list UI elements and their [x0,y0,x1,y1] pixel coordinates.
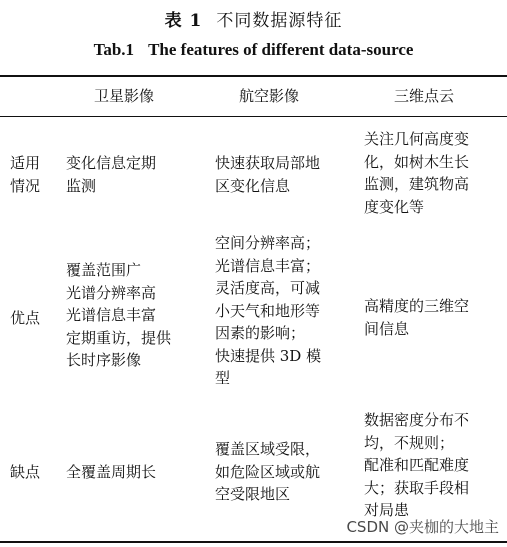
watermark: CSDN @夹枷的大地主 [346,518,499,536]
row-label-advantages: 优点 [10,309,41,327]
cell-applicable-aerial: 快速获取局部地 区变化信息 [215,154,321,195]
table-name-cn: 不同数据源特征 [216,11,343,31]
column-header-aerial: 航空影像 [239,87,300,105]
cell-advantages-satellite: 覆盖范围广 光谱分辨率高 光谱信息丰富 定期重访，提供 长时序影像 [66,261,172,369]
row-label-applicable: 适用 情况 [10,154,41,195]
row-label-disadvantages: 缺点 [10,463,41,481]
column-header-pointcloud: 三维点云 [394,87,455,105]
cell-advantages-aerial: 空间分辨率高； 光谱信息丰富； 灵活度高，可减 小天气和地形等 因素的影响； 快速提供 3D 模 型 [215,234,322,387]
table-name-en: The features of different data-source [148,40,414,59]
table-header-rule [0,116,507,117]
table-title-cn [0,6,507,31]
table-title-en [0,40,507,60]
cell-disadvantages-satellite: 全覆盖周期长 [66,463,157,481]
cell-disadvantages-aerial: 覆盖区域受限， 如危险区域或航 空受限地区 [215,440,321,503]
table-number-cn: 表 1 [164,11,203,31]
cell-disadvantages-pointcloud: 数据密度分布不 均，不规则； 配准和匹配难度 大；获取手段相 对局患 [364,411,470,519]
table-number-en: Tab.1 [93,40,135,59]
column-header-satellite: 卫星影像 [94,87,155,105]
table-bottom-rule [0,541,507,543]
cell-applicable-satellite: 变化信息定期 监测 [66,154,157,195]
cell-advantages-pointcloud: 高精度的三维空 间信息 [364,297,470,338]
cell-applicable-pointcloud: 关注几何高度变 化，如树木生长 监测，建筑物高 度变化等 [364,130,470,216]
table-top-rule [0,75,507,77]
